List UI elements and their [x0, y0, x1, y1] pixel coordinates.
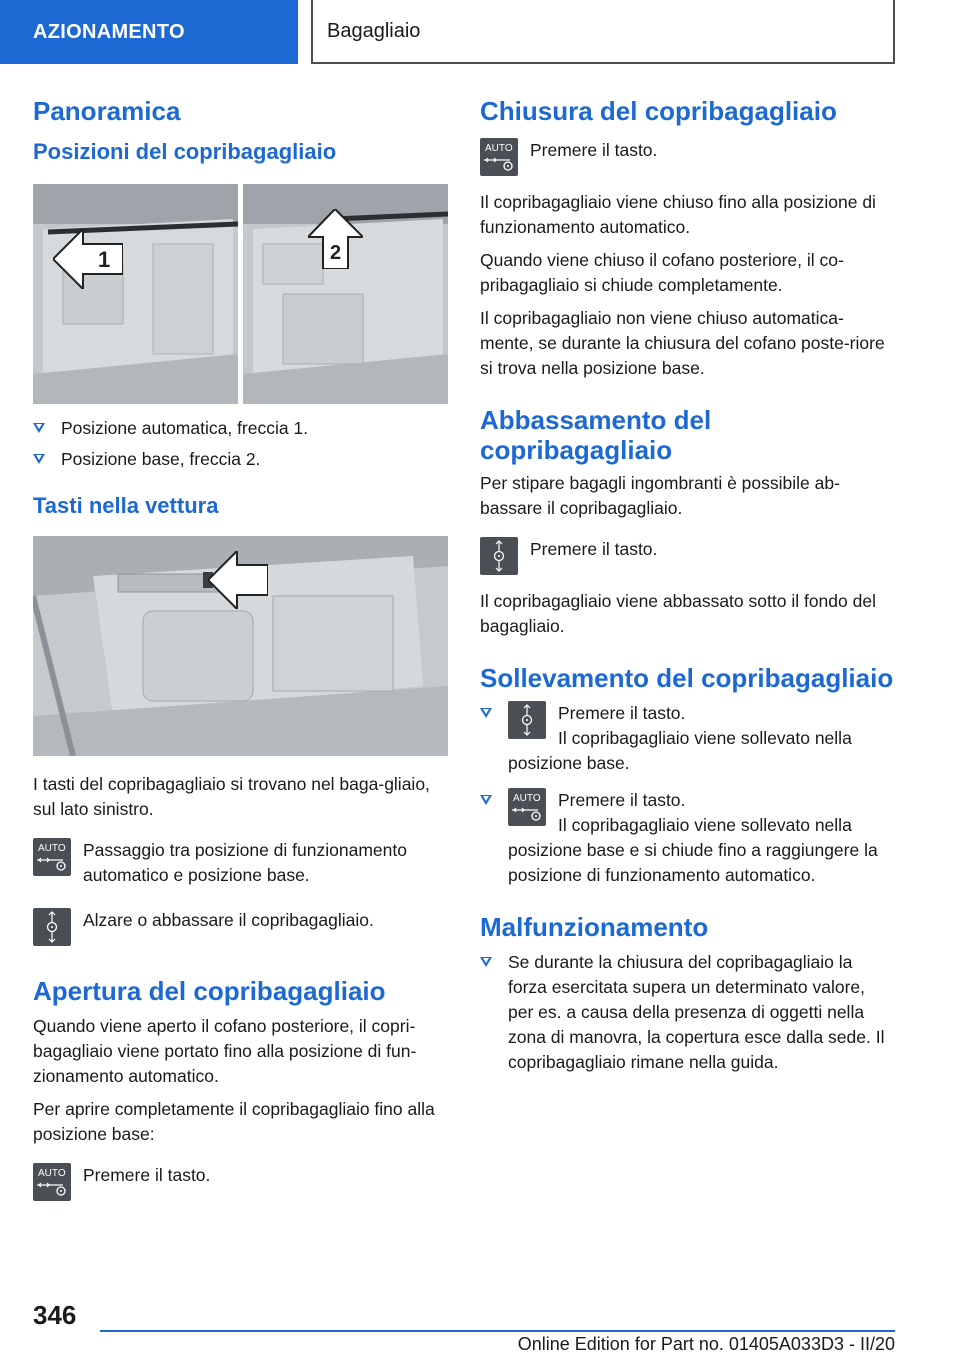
svg-text:2: 2	[330, 242, 342, 264]
footer-divider	[100, 1330, 895, 1332]
paragraph-chiusura-1: Il copribagagliaio viene chiuso fino alla posizione di funzionamento automatico.	[480, 192, 876, 237]
photo-base-position	[243, 184, 448, 404]
updown-button-text: Alzare o abbassare il copribagagliaio.	[83, 910, 374, 930]
photo-trunk-buttons	[33, 536, 448, 756]
updown-button-icon	[508, 701, 546, 739]
paragraph-abbassamento: Per stipare bagagli ingombranti è possibile ab-bassare il copribagagliaio.	[480, 473, 840, 518]
heading-sollevamento: Sollevamento del copribagagliaio	[480, 663, 894, 693]
paragraph-chiusura-2: Quando viene chiuso il cofano posteriore, il co-pribagagliaio si chiude completamente.	[480, 250, 844, 295]
paragraph-chiusura-3: Il copribagagliaio non viene chiuso automatica-mente, se durante la chiusura del cofano poste-riore si trova nella posizione base.	[480, 308, 885, 378]
auto-button-icon	[480, 138, 518, 176]
svg-text:AUTO: AUTO	[38, 843, 66, 854]
paragraph-tasti: I tasti del copribagagliaio si trovano nel baga-gliaio, sul lato sinistro.	[33, 774, 430, 819]
bullet-list-malfunzionamento	[480, 950, 895, 1075]
paragraph-abbassamento-2: Il copribagagliaio viene abbassato sotto il fondo del bagagliaio.	[480, 591, 876, 636]
button-description-apertura	[33, 1163, 448, 1201]
list-item: Posizione base, freccia 2.	[33, 447, 448, 472]
button-description-chiusura	[480, 138, 895, 176]
arrow-buttons	[208, 551, 268, 609]
bullet-triangle-icon	[33, 454, 45, 464]
bullet-triangle-icon	[33, 423, 45, 433]
heading-chiusura: Chiusura del copribagagliaio	[480, 96, 837, 126]
chiusura-button-text: Premere il tasto.	[530, 140, 658, 160]
arrow-2	[308, 209, 363, 269]
updown-button-icon	[480, 537, 518, 575]
right-column	[480, 96, 895, 1075]
auto-button-icon	[33, 838, 71, 876]
bullet-list-positions	[33, 416, 448, 472]
svg-text:1: 1	[98, 247, 111, 272]
updown-button-icon	[33, 908, 71, 946]
svg-text:AUTO: AUTO	[513, 793, 541, 804]
bullet-list-sollevamento	[480, 701, 895, 888]
cover-positions-photos	[33, 184, 448, 404]
bullet-triangle-icon	[480, 708, 492, 718]
auto-button-text: Passaggio tra posizione di funzionamento automatico e posizione base.	[83, 840, 407, 885]
bullet-triangle-icon	[480, 957, 492, 967]
paragraph-apertura-1: Quando viene aperto il cofano posteriore, il copri-bagagliaio viene portato fino alla posizione di fun-zionamento automatico.	[33, 1016, 417, 1086]
list-item: Posizione automatica, freccia 1.	[33, 416, 448, 441]
heading-abbassamento: Abbassamento del copribagagliaio	[480, 405, 712, 465]
abbassamento-button-text: Premere il tasto.	[530, 539, 658, 559]
bullet-triangle-icon	[480, 795, 492, 805]
apertura-button-text: Premere il tasto.	[83, 1165, 211, 1185]
button-description-updown	[33, 908, 448, 946]
list-item: Se durante la chiusura del copribagagliaio la forza esercitata supera un determinato valore, per es. a causa della presenza di oggetti nella zona di manovra, la copertura esce dalla sede. Il copribagagliaio rimane nella guida.	[480, 950, 895, 1075]
trunk-illustration-1	[33, 184, 238, 404]
left-column	[33, 96, 448, 1201]
heading-posizioni: Posizioni del copribagagliaio	[33, 139, 337, 164]
svg-text:AUTO: AUTO	[485, 143, 513, 154]
heading-apertura: Apertura del copribagagliaio	[33, 976, 386, 1006]
section-tab: AZIONAMENTO	[0, 0, 298, 64]
button-description-abbassamento	[480, 537, 895, 575]
button-description-auto	[33, 838, 448, 888]
photo-automatic-position	[33, 184, 238, 404]
list-item: Premere il tasto. Il copribagagliaio viene sollevato nella posizione base.	[480, 701, 895, 776]
auto-button-icon	[508, 788, 546, 826]
chapter-title: Bagagliaio	[311, 0, 895, 64]
heading-tasti: Tasti nella vettura	[33, 493, 219, 518]
heading-panoramica: Panoramica	[33, 96, 181, 126]
page-number: 346	[33, 1300, 77, 1330]
paragraph-apertura-2: Per aprire completamente il copribagagliaio fino alla posizione base:	[33, 1099, 435, 1144]
heading-malfunzionamento: Malfunzionamento	[480, 912, 709, 942]
svg-text:AUTO: AUTO	[38, 1168, 66, 1179]
auto-button-icon	[33, 1163, 71, 1201]
arrow-1	[53, 229, 123, 289]
footer-edition: Online Edition for Part no. 01405A033D3 - II/20	[517, 1334, 895, 1354]
list-item: AUTO Premere il tasto. Il copribagagliaio viene sollevato nella posizione base e si chiude fino a raggiungere la posizione di funzionamento automatico.	[480, 788, 895, 888]
